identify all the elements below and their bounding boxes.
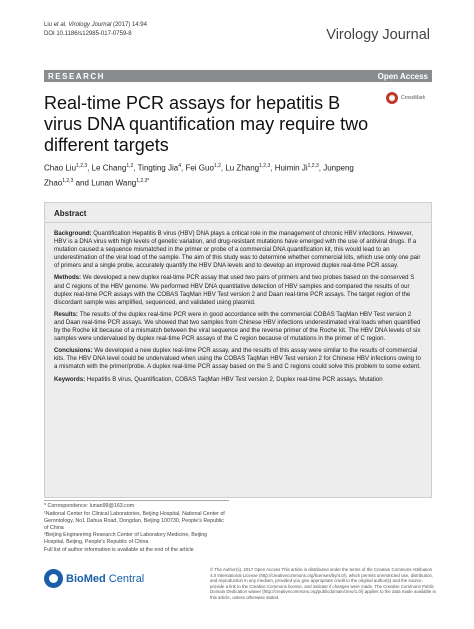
- author-name[interactable]: Lu Zhang: [225, 163, 260, 173]
- abstract-conclusions: Conclusions: We developed a new duplex real-time PCR assay, and the results of this assay were similar to the results of commercial kits. The HBV DNA level could be undervalued when using the COBAS TaqMan HBV Test version 2 for Chinese HBV infections owing to a mismatch with the primer/probe. A duplex real-time PCR assay based on the S and C regions could solve this problem to some extent.: [54, 347, 421, 371]
- citation-journal: et al. Virology Journal: [53, 22, 112, 28]
- abstract-methods: Methods: We developed a new duplex real-time PCR assay that used two pairs of primers and two probes based on the conserved S and C regions of the HBV genome. We performed HBV DNA quantitative detection of HBV samples and compared the results of our duplex real-time PCR assays with the COBAS TaqMan HBV Test version 2 and Daan real-time PCR assays. The target region of the discordant sample was amplified, sequenced, and validated using plasmid.: [54, 274, 415, 306]
- abstract-heading: Abstract: [45, 203, 431, 223]
- abstract-box: [44, 202, 432, 498]
- article-type-bar: [44, 70, 432, 82]
- abstract-keywords: Keywords: Hepatitis B virus, Quantification, COBAS TaqMan HBV Test version 2, Duplex real-time PCR assays, Mutation: [54, 375, 383, 383]
- footnotes: [44, 500, 229, 554]
- author-affiliation: 1,2,3: [76, 163, 88, 169]
- author-affiliation: 1,2,3*: [136, 177, 150, 184]
- author-info-note: Full list of author information is available at the end of the article: [44, 546, 194, 553]
- author-affiliation: 1,2,3: [307, 163, 319, 169]
- author-affiliation: 1,2: [126, 163, 134, 169]
- author-name[interactable]: Chao Liu: [44, 163, 77, 173]
- correspondence[interactable]: * Correspondence: lunan99@163.com: [44, 503, 135, 509]
- publisher-name: BioMed Central: [66, 572, 145, 585]
- article-type-label: RESEARCH: [48, 71, 105, 81]
- affiliation-1: ¹National Center for Clinical Laboratories, Beijing Hospital, National Center of Gerontology, No1 Dahua Road, Dongdan, Beijing 100730, People's Republic of China: [44, 510, 225, 531]
- crossmark-badge[interactable]: [386, 92, 425, 104]
- author-affiliation: 1,2,3: [62, 177, 74, 184]
- citation-line: Liu et al. Virology Journal (2017) 14:94: [44, 22, 147, 28]
- author-name[interactable]: Junpeng Zhao: [44, 163, 354, 188]
- author-affiliation: 1,2: [213, 163, 221, 169]
- author-affiliation: 4: [178, 163, 181, 169]
- journal-name: Virology Journal: [326, 27, 430, 43]
- crossmark-label: CrossMark: [401, 95, 426, 101]
- author-name[interactable]: Lunan Wang: [91, 178, 137, 188]
- abstract-background: Background: Quantification Hepatitis B virus (HBV) DNA plays a critical role in the management of chronic HBV infections. However, HBV is a DNA virus with high levels of genetic variation, and drug-resistant mutations have emerged with the use of antiviral drugs. If a mutation caused a sequence mismatched in the primer or probe of a commercial DNA quantification kit, this would lead to an underestimation of the viral load of the sample. The aim of this study was to determine whether commercial kits, which use only one pair of primers and a single probe, accurately quantify the HBV DNA levels and to develop an improved duplex real-time PCR assay.: [54, 230, 421, 270]
- citation-header: [44, 21, 147, 38]
- author-name[interactable]: Huimin Ji: [274, 163, 308, 173]
- abstract-results: Results: The results of the duplex real-time PCR were in good accordance with the commercial COBAS TaqMan HBV Test version 2 and Daan real-time PCR assays. We showed that two samples from Chinese HBV infections underestimated viral loads when quantified by the Roche kit because of a mismatch between the viral sequence and the reverse primer of the Roche kit. The HBV DNA levels of six samples were undervalued by duplex real-time PCR assays of the C region because of mutations in the primer of C region.: [54, 310, 421, 343]
- copyright-notice: © The Author(s). 2017 Open Access This article is distributed under the terms of the Creative Commons Attribution 4.0 International License (http://creativecommons.org/licenses/by/4.0/), which permits unrestricted use, distribution, and reproduction in any medium, provided you give appropriate credit to the original author(s) and the source, provide a link to the Creative Commons license, and indicate if changes were made. The Creative Commons Public Domain Dedication waiver (http://creativecommons.org/publicdomain/zero/1.0/) applies to the data made available in this article, unless otherwise stated.: [210, 567, 436, 600]
- open-access-label: Open Access: [377, 71, 428, 81]
- author-name[interactable]: Fei Guo: [185, 163, 214, 173]
- author-name[interactable]: Tingting Jia: [137, 163, 179, 173]
- author-affiliation: 1,2,3: [259, 163, 271, 169]
- publisher-logo[interactable]: [44, 569, 144, 588]
- author-name[interactable]: Le Chang: [91, 163, 127, 173]
- author-list: Chao Liu$^{1,2,3}$, Le Chang$^{1,2}$, Tingting Jia$^4$, Fei Guo$^{1,2}$, Lu Zhang$^{1,2,3}$, Huimin Ji$^{1,2,3}$, Junpeng Zhao$^{1,2,3}$ and Lunan Wang$^{1,2,3*}$: [44, 163, 354, 188]
- affiliation-2: ²Beijing Engineering Research Center of Laboratory Medicine, Beijing Hospital, Beijing, People's Republic of China: [44, 532, 208, 545]
- biomed-central-icon: [44, 569, 63, 588]
- article-title: Real-time PCR assays for hepatitis B virus DNA quantification may require two different targets: [44, 93, 369, 155]
- crossmark-icon: [386, 92, 398, 104]
- doi[interactable]: DOI 10.1186/s12985-017-0759-8: [44, 30, 132, 37]
- authors-and: and: [75, 178, 89, 188]
